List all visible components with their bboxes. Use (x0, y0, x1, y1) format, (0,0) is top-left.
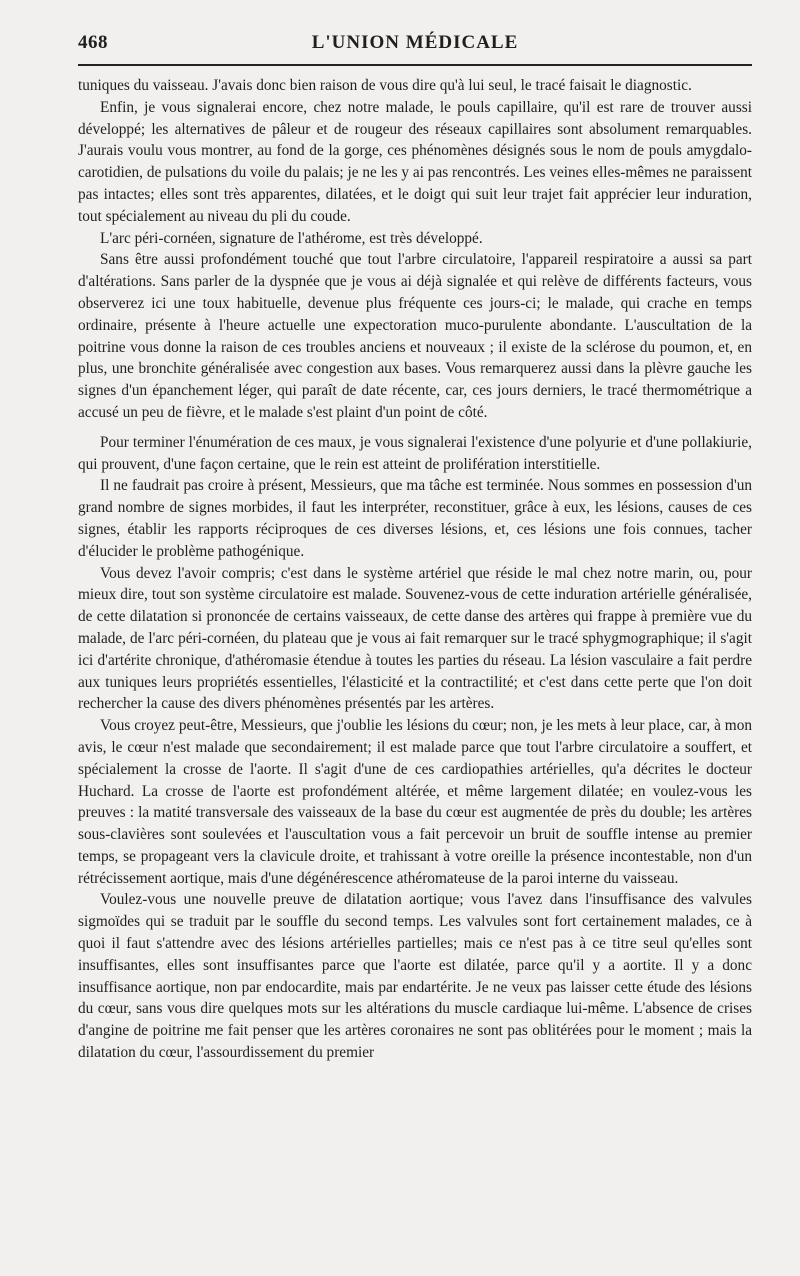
page-header (78, 32, 752, 56)
paragraph: Il ne faudrait pas croire à présent, Messieurs, que ma tâche est terminée. Nous sommes en possession d'un grand nombre de signes morbides, il faut les interpréter, reconstituer, grâce à eux, les lésions, causes de ces signes, établir les rapports réciproques de ces diverses lésions, et, ces lésions une fois connues, tacher d'élucider le problème pathogénique. (78, 477, 752, 560)
page-number: 468 (78, 32, 108, 53)
paragraph: Enfin, je vous signalerai encore, chez notre malade, le pouls capillaire, qu'il est rare de trouver aussi développé; les alternatives de pâleur et de rougeur des réseaux capillaires sont absolument remarquables. J'aurais voulu vous montrer, au fond de la gorge, ces phénomènes désignés sous le nom de pouls amygdalo-carotidien, de pulsations du voile du palais; je ne les y ai pas rencontrés. Les veines elles-mêmes ne paraissent pas intactes; elles sont très apparentes, dilatées, et le doigt qui suit leur trajet fait apprécier leur induration, tout spécialement au niveau du pli du coude. (78, 98, 752, 225)
paragraph: Vous devez l'avoir compris; c'est dans le système artériel que réside le mal chez notre marin, ou, pour mieux dire, tout son système circulatoire est malade. Souvenez-vous de cette induration artérielle généralisée, de cette dilatation si prononcée de certains vaisseaux, de cette danse des artères qui frappe à première vue du malade, de l'arc péri-cornéen, du plateau que je vous ai fait remarquer sur le tracé sphygmographique; il s'agit ici d'artérite chronique, d'athéromasie étendue à toutes les parties du réseau. La lésion vasculaire a fait perdre aux tuniques leurs propriétés essentielles, l'élasticité et la contractilité; et c'est dans cette perte que l'on doit rechercher la cause des divers phénomènes présentés par les artères. (78, 564, 752, 713)
paragraph: tuniques du vaisseau. J'avais donc bien raison de vous dire qu'à lui seul, le tracé faisait le diagnostic. (78, 77, 692, 94)
running-title: L'UNION MÉDICALE (311, 32, 519, 53)
paragraph: Vous croyez peut-être, Messieurs, que j'oublie les lésions du cœur; non, je les mets à leur place, car, à mon avis, le cœur n'est malade que secondairement; il est malade parce que tout l'arbre circulatoire a souffert, et spécialement la crosse de l'aorte. Il s'agit d'une de ces cardiopathies artérielles, qu'a décrites le docteur Huchard. La crosse de l'aorte est profondément altérée, et même largement dilatée; en voulez-vous les preuves : la matité transversale des vaisseaux de la base du cœur est augmentée de près du double; les artères sous-clavières sont soulevées et l'auscultation vous a fait percevoir un bruit de souffle intense au premier temps, se propageant vers la clavicule droite, et trahissant à votre oreille la présence incontestable, non d'un rétrécissement aortique, mais d'une dégénérescence athéromateuse de la paroi interne du vaisseau. (78, 717, 752, 887)
paragraph: Pour terminer l'énumération de ces maux, je vous signalerai l'existence d'une polyurie et d'une pollakiurie, qui prouvent, d'une façon certaine, que le rein est atteint de prolifération interstitielle. (78, 433, 752, 473)
article-body (78, 75, 752, 1064)
paragraph: Sans être aussi profondément touché que tout l'arbre circulatoire, l'appareil respiratoire a aussi sa part d'altérations. Sans parler de la dyspnée que je vous ai déjà signalée et qui relève de différents facteurs, vous observerez ici une toux habituelle, devenue plus fréquente ces jours-ci; le malade, qui crache en temps ordinaire, présente à l'heure actuelle une expectoration muco-purulente abondante. L'auscultation de la poitrine vous donne la raison de ces troubles anciens et nouveaux ; il existe de la sclérose du poumon, et, en plus, une bronchite généralisée avec congestion aux bases. Vous remarquerez aussi dans la plèvre gauche les signes d'un épanchement léger, qui paraît de date récente, car, ces jours derniers, le tracé thermométrique a accusé un peu de fièvre, et le malade s'est plaint d'un point de côté. (78, 251, 752, 421)
header-rule (78, 64, 752, 66)
paragraph: L'arc péri-cornéen, signature de l'athérome, est très développé. (100, 229, 483, 247)
paragraph: Voulez-vous une nouvelle preuve de dilatation aortique; vous l'avez dans l'insuffisance des valvules sigmoïdes qui se traduit par le souffle du second temps. Les valvules sont fort certainement malades, ce à quoi il faut s'attendre avec des lésions artérielles partielles; mais ce n'est pas à ce titre seul qu'elles sont insuffisantes, elles sont insuffisantes parce que l'aorte est dilatée, parce qu'il y a aortite. Il y a donc insuffisance aortique, non par endocardite, mais par endartérite. Je ne veux pas laisser cette étude des lésions du cœur, sans vous dire quelques mots sur les altérations du muscle cardiaque lui-même. L'absence de crises d'angine de poitrine me fait penser que les artères coronaires ne sont pas oblitérées pour le moment ; mais la dilatation du cœur, l'assourdissement du premier (78, 891, 752, 1062)
